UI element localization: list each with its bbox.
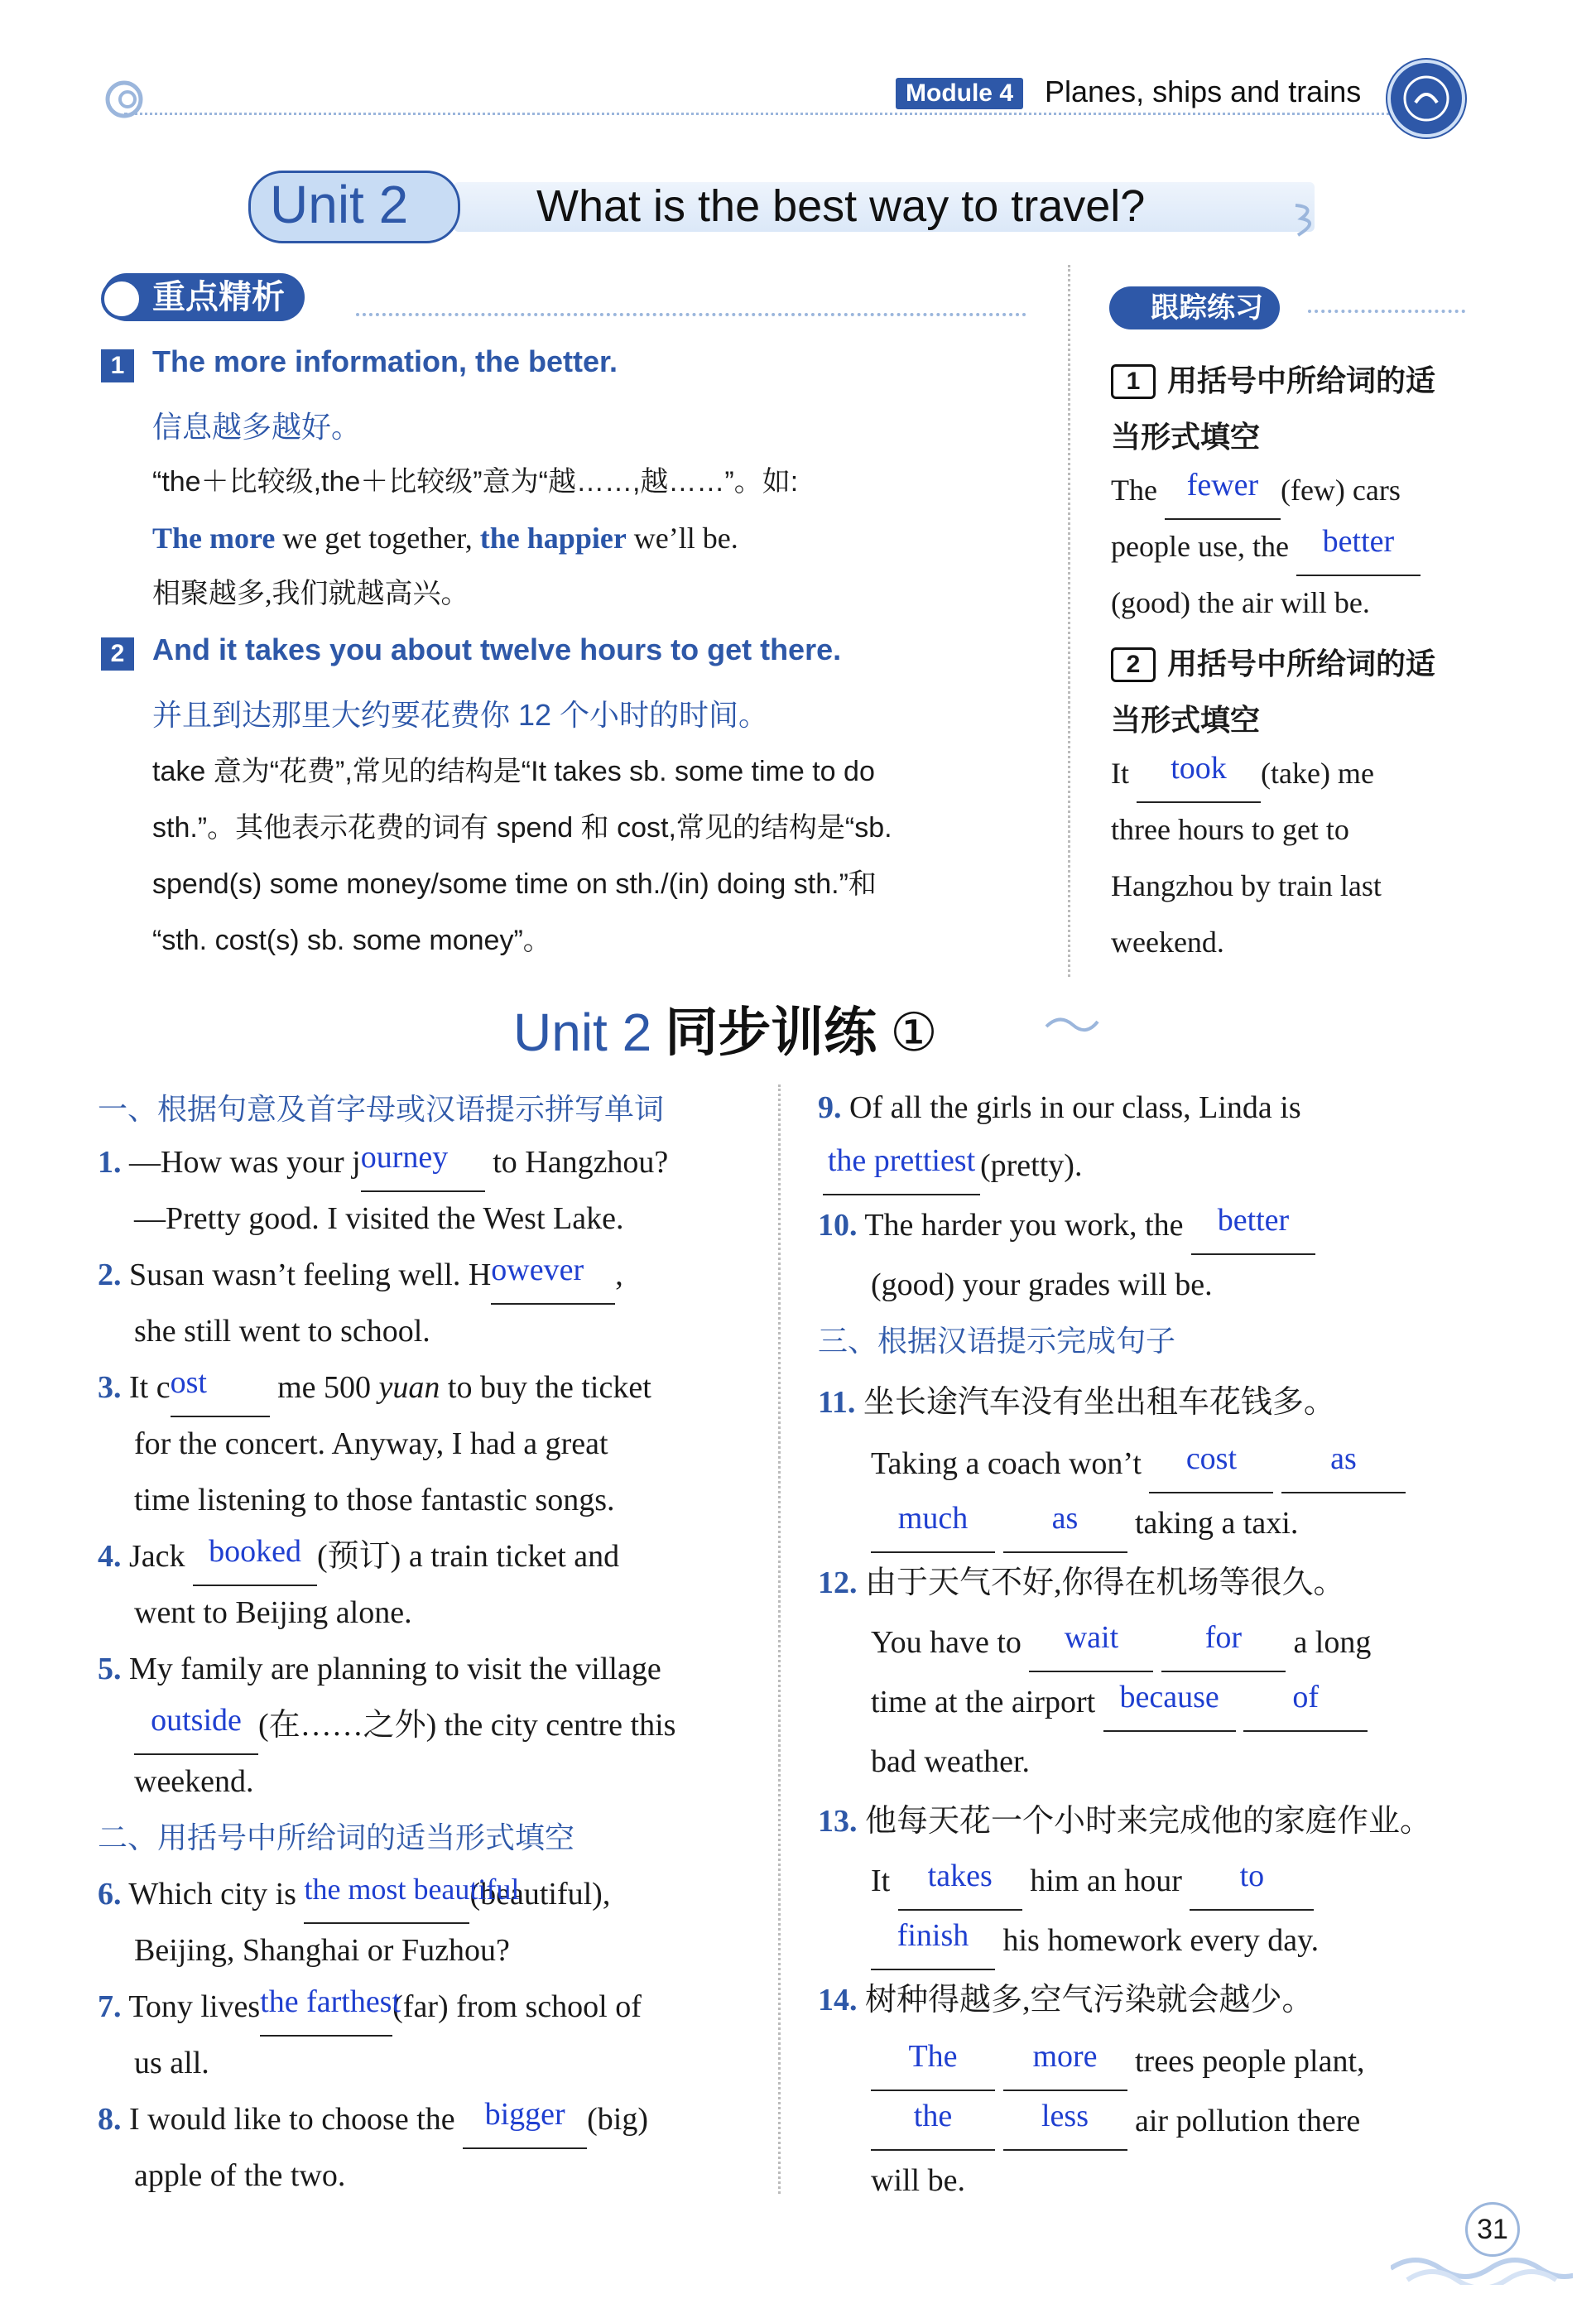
unit-title: What is the best way to travel?	[536, 181, 1146, 231]
question-13: 13. 他每天花一个小时来完成他的家庭作业。	[818, 1804, 1432, 1839]
question-4-line-2: went to Beijing alone.	[134, 1595, 412, 1630]
question-2-line-2: she still went to school.	[134, 1314, 430, 1349]
question-11-line-2: Taking a coach won’t cost as	[871, 1436, 1406, 1493]
question-10: 10. The harder you work, the better	[818, 1197, 1315, 1255]
practice-dotted-line	[1308, 310, 1465, 313]
answer-blank: took	[1137, 745, 1261, 803]
answer-blank: owever	[491, 1247, 615, 1305]
question-11-line-3: much as taking a taxi.	[871, 1495, 1298, 1553]
answer-blank: more	[1003, 2033, 1127, 2091]
answer-blank: of	[1243, 1674, 1368, 1732]
point-2-translation: 并且到达那里大约要花费你 12 个小时的时间。	[152, 698, 769, 732]
section-3-heading: 三、根据汉语提示完成句子	[818, 1324, 1176, 1358]
question-13-line-2: It takes him an hour to	[871, 1853, 1314, 1911]
question-3: 3. It cost me 500 yuan to buy the ticket	[98, 1359, 651, 1417]
point-1-translation: 信息越多越好。	[152, 410, 362, 444]
question-6: 6. Which city is the most beautiful(beautiful),	[98, 1866, 610, 1924]
wave-ornament-icon	[1291, 199, 1324, 240]
practice-1-instruction-2: 当形式填空	[1111, 420, 1261, 454]
practice-heading: 跟踪练习	[1109, 286, 1280, 329]
question-13-line-3: finish his homework every day.	[871, 1912, 1319, 1970]
answer-blank: the most beautiful	[304, 1866, 469, 1924]
swirl-ornament-icon	[101, 76, 147, 123]
practice-1-instruction: 用括号中所给词的适	[1167, 363, 1436, 397]
answer-blank: less	[1003, 2093, 1127, 2151]
section-2-heading: 二、用括号中所给词的适当形式填空	[98, 1820, 575, 1854]
question-2: 2. Susan wasn’t feeling well. However ,	[98, 1247, 623, 1305]
point-1-example: The more we get together, the happier we’ll be.	[152, 522, 738, 555]
question-7-line-2: us all.	[134, 2046, 209, 2080]
answer-blank: the	[871, 2093, 995, 2151]
point-2-note-line-1: take 意为“花费”,常见的结构是“It takes sb. some time to do	[152, 756, 875, 787]
answer-blank: better	[1296, 518, 1421, 576]
question-4: 4. Jack booked (预订) a train ticket and	[98, 1528, 619, 1586]
answer-blank: The	[871, 2033, 995, 2091]
question-5-line-3: weekend.	[134, 1764, 254, 1799]
answer-blank: ost	[171, 1359, 270, 1417]
training-heading: Unit 2 同步训练 ①	[513, 1003, 938, 1062]
answer-blank: outside	[134, 1697, 258, 1755]
check-circle-icon	[101, 278, 142, 320]
practice-2-line-3: Hangzhou by train last	[1111, 869, 1382, 902]
practice-2-instruction: 用括号中所给词的适	[1167, 647, 1436, 680]
answer-blank: better	[1191, 1197, 1315, 1255]
practice-number-1: 1	[1111, 364, 1156, 399]
module-badge: Module 4	[896, 78, 1023, 109]
point-1-sentence: The more information, the better.	[152, 344, 618, 378]
point-1-example-translation: 相聚越多,我们就越高兴。	[152, 579, 469, 609]
answer-blank: the prettiest	[823, 1137, 980, 1195]
answer-blank: ourney	[361, 1134, 485, 1192]
question-14: 14. 树种得越多,空气污染就会越少。	[818, 1983, 1314, 2017]
question-8-line-2: apple of the two.	[134, 2158, 346, 2193]
question-8: 8. I would like to choose the bigger (big)	[98, 2091, 648, 2149]
answer-blank: as	[1281, 1436, 1406, 1493]
section-1-heading: 一、根据句意及首字母或汉语提示拼写单词	[98, 1092, 665, 1126]
answer-blank: for	[1161, 1614, 1286, 1672]
practice-1-line-3: (good) the air will be.	[1111, 586, 1370, 619]
question-5: 5. My family are planning to visit the village	[98, 1652, 661, 1686]
wave-ornament-icon	[1043, 1010, 1101, 1038]
column-divider	[1068, 265, 1070, 977]
header-dotted-line	[124, 113, 1416, 115]
answer-blank: booked	[193, 1528, 317, 1586]
question-11: 11. 坐长途汽车没有坐出租车花钱多。	[818, 1385, 1335, 1420]
publisher-seal-logo	[1387, 60, 1465, 137]
question-1-line-2: —Pretty good. I visited the West Lake.	[134, 1201, 624, 1236]
point-1-note: “the＋比较级,the＋比较级”意为“越……,越……”。如:	[152, 466, 799, 498]
column-divider	[778, 1084, 781, 2194]
question-7: 7. Tony livesthe farthest(far) from school of	[98, 1979, 642, 2037]
answer-blank: bigger	[463, 2091, 587, 2149]
question-9-line-2: the prettiest (pretty).	[823, 1137, 1082, 1195]
point-2-sentence: And it takes you about twelve hours to get there.	[152, 632, 842, 666]
practice-1-line-1: The fewer (few) cars	[1111, 462, 1401, 520]
answer-blank: much	[871, 1495, 995, 1553]
answer-blank: as	[1003, 1495, 1127, 1553]
module-title: Planes, ships and trains	[1045, 75, 1362, 108]
question-12-line-4: bad weather.	[871, 1744, 1031, 1779]
key-points-heading: 重点精析	[103, 273, 305, 321]
practice-2-line-4: weekend.	[1111, 926, 1224, 959]
heading-dotted-line	[356, 313, 1026, 316]
practice-number-2: 2	[1111, 647, 1156, 682]
unit-label: Unit 2	[270, 175, 409, 234]
answer-blank: wait	[1029, 1614, 1153, 1672]
question-6-line-2: Beijing, Shanghai or Fuzhou?	[134, 1933, 510, 1968]
question-10-line-2: (good) your grades will be.	[871, 1267, 1213, 1302]
point-number-2: 2	[101, 637, 134, 671]
point-2-note-line-3: spend(s) some money/some time on sth./(in) doing sth.”和	[152, 868, 877, 900]
answer-blank: because	[1103, 1674, 1236, 1732]
question-14-line-2: The more trees people plant,	[871, 2033, 1365, 2091]
practice-1-line-2: people use, the better	[1111, 518, 1421, 576]
answer-blank: takes	[898, 1853, 1022, 1911]
answer-blank: cost	[1149, 1436, 1273, 1493]
page-number: 31	[1465, 2202, 1520, 2257]
question-14-line-3: the less air pollution there	[871, 2093, 1360, 2151]
practice-2-line-2: three hours to get to	[1111, 813, 1349, 846]
question-3-line-2: for the concert. Anyway, I had a great	[134, 1426, 608, 1461]
question-5-line-2: outside (在……之外) the city centre this	[134, 1697, 675, 1755]
question-3-line-3: time listening to those fantastic songs.	[134, 1483, 615, 1517]
point-2-note-line-4: “sth. cost(s) sb. some money”。	[152, 925, 551, 956]
answer-blank: fewer	[1165, 462, 1281, 520]
practice-2-line-1: It took (take) me	[1111, 745, 1374, 803]
question-1: 1. —How was your journey to Hangzhou?	[98, 1134, 668, 1192]
point-2-note-line-2: sth.”。其他表示花费的词有 spend 和 cost,常见的结构是“sb.	[152, 812, 892, 844]
practice-2-instruction-2: 当形式填空	[1111, 703, 1261, 737]
question-12-line-2: You have to wait for a long	[871, 1614, 1371, 1672]
question-9: 9. Of all the girls in our class, Linda is	[818, 1090, 1301, 1125]
question-14-line-4: will be.	[871, 2163, 965, 2198]
answer-blank: the farthest	[260, 1979, 392, 2037]
answer-blank: finish	[871, 1912, 995, 1970]
question-12: 12. 由于天气不好,你得在机场等很久。	[818, 1565, 1345, 1600]
point-number-1: 1	[101, 349, 134, 382]
question-12-line-3: time at the airport because of	[871, 1674, 1368, 1732]
answer-blank: to	[1190, 1853, 1314, 1911]
